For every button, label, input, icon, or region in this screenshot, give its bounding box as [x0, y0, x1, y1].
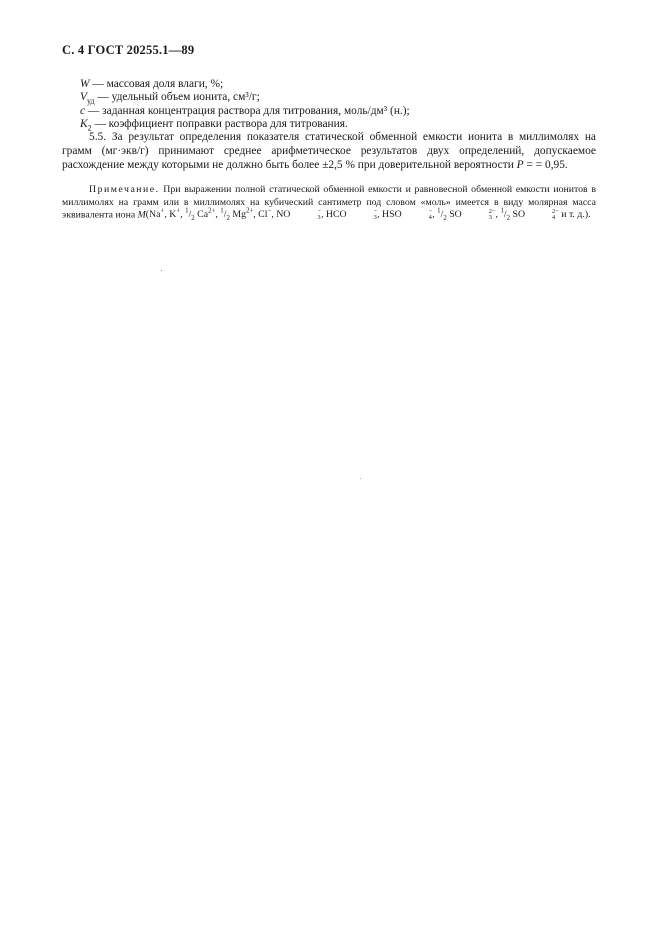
page-header: С. 4 ГОСТ 20255.1—89	[62, 43, 195, 57]
definition-w: W — массовая доля влаги, %;	[80, 78, 224, 90]
paragraph-5-5: 5.5. За результат определения показателя статической обменной емкости ионита в миллимолях на грамм (мг·экв/г) принимают среднее арифметическое результатов двух определений, допускаемое расхождение между которыми не должно быть более ±2,5 % при доверительной вероятности P = = 0,95.	[62, 131, 596, 171]
definition-v: $V_{уд}$ — удельный объем ионита, см³/г;	[80, 91, 260, 106]
scan-speck	[360, 478, 361, 479]
definition-c: c — заданная концентрация раствора для титрования, моль/дм³ (н.);	[80, 104, 410, 117]
symbol-definitions	[80, 78, 410, 132]
definition-k: $K_2$ — коэффициент поправки раствора для титрования.	[80, 118, 348, 133]
note-label: Примечание.	[89, 184, 160, 195]
paragraph-number: 5.5.	[89, 131, 107, 143]
ion-list: (Na+, K+, $^1/_2$ $Ca^{2+}$, $^1/_2$ $Mg^{2+}$, Cl−, NO − 3 , HCO − 3 , HSO − 4 , $^1/_2$ SO 2− 3 , $^1/_2$ SO 2− 4 и т. д.).	[145, 208, 591, 223]
scan-speck	[161, 270, 162, 271]
note-block: Примечание. При выражении полной статической обменной емкости и равновесной обменной емкости ионитов в миллимолях на грамм или в миллимолях на кубический сантиметр под словом «моль» имеется в виду молярная масса эквивалента иона M(Na+, K+, $^1/_2$ $Ca^{2+}$, $^1/_2$ $Mg^{2+}$, Cl−, NO − 3 , HCO − 3 , HSO − 4 , $^1/_2$ SO 2− 3 , $^1/_2$ SO 2− 4 и т. д.).	[62, 184, 596, 223]
